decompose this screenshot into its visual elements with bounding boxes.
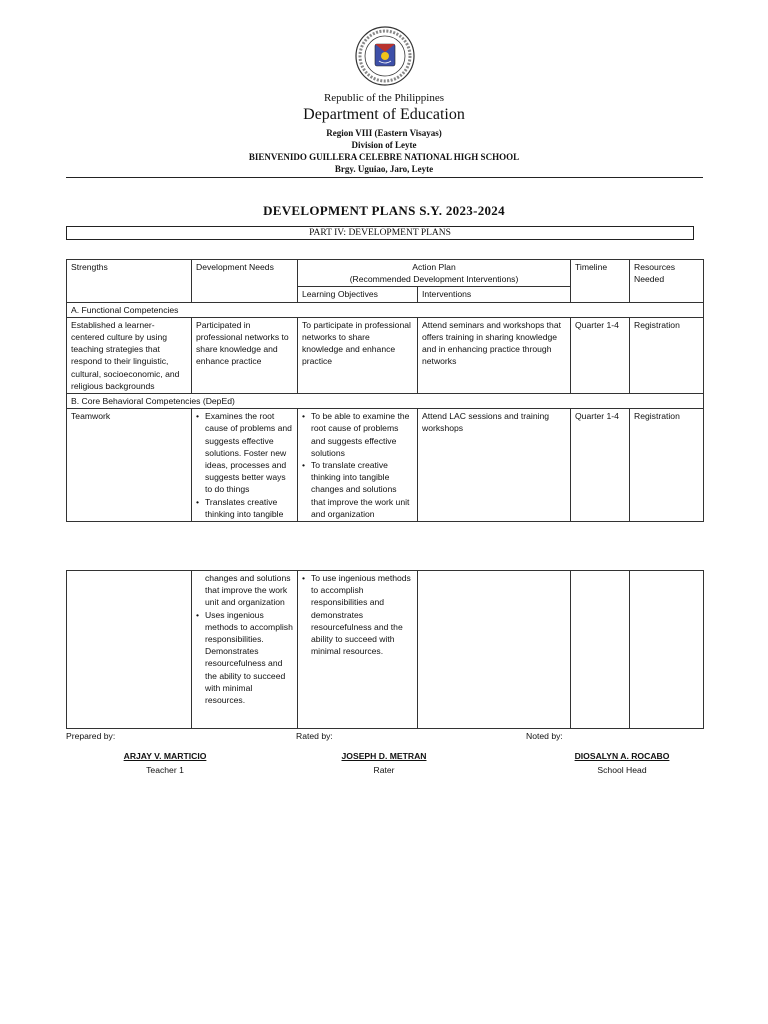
list-item: • To use ingenious methods to accomplish responsibilities and demonstrates resourcefulness and the ability to succeed with minimal resources. <box>311 572 413 657</box>
table-row <box>67 409 704 522</box>
section-functional: A. Functional Competencies <box>67 302 704 317</box>
list-item: • Uses ingenious methods to accomplish responsibilities. Demonstrates resourcefulness and the ability to succeed with minimal resources. <box>205 609 293 707</box>
continuation-table <box>66 570 704 729</box>
header-timeline: Timeline <box>571 260 630 303</box>
prepared-by-label: Prepared by: <box>66 731 116 741</box>
noted-by-name: DIOSALYN A. ROCABO <box>574 751 670 761</box>
cell-intervention: Attend LAC sessions and training workshops <box>418 409 571 522</box>
cell-timeline-empty <box>571 571 630 729</box>
part-title-box: PART IV: DEVELOPMENT PLANS <box>66 226 694 240</box>
rated-by-name: JOSEPH D. METRAN <box>341 751 427 761</box>
noted-by-role: School Head <box>597 765 647 775</box>
document-title: DEVELOPMENT PLANS S.Y. 2023-2024 <box>263 203 505 218</box>
cell-timeline: Quarter 1-4 <box>571 317 630 393</box>
region-text: Region VIII (Eastern Visayas) <box>326 128 442 138</box>
list-item: • To translate creative thinking into tangible changes and solutions that improve the work unit and organization <box>311 459 413 520</box>
cell-resources-empty <box>630 571 704 729</box>
noted-by-label: Noted by: <box>526 731 563 741</box>
table-row <box>67 317 704 393</box>
header-action-plan-label: Action Plan <box>412 262 456 272</box>
cell-need: Participated in professional networks to share knowledge and enhance practice <box>192 317 298 393</box>
cell-timeline: Quarter 1-4 <box>571 409 630 522</box>
cell-intervention: Attend seminars and workshops that offers training in sharing knowledge and in enhancing practice through networks <box>418 317 571 393</box>
cell-strength-empty <box>67 571 192 729</box>
cell-objective: To participate in professional networks to share knowledge and enhance practice <box>298 317 418 393</box>
cell-strength: Teamwork <box>67 409 192 522</box>
cell-objectives-list <box>298 571 418 729</box>
cell-needs-list <box>192 571 298 729</box>
section-row <box>67 302 704 317</box>
cell-intervention-empty <box>418 571 571 729</box>
rated-by-role: Rater <box>373 765 395 775</box>
header-divider <box>66 177 703 178</box>
header-strengths: Strengths <box>67 260 192 303</box>
division-text: Division of Leyte <box>351 140 417 150</box>
prepared-by-role: Teacher 1 <box>146 765 184 775</box>
prepared-by-name: ARJAY V. MARTICIO <box>123 751 207 761</box>
school-address: Brgy. Uguiao, Jaro, Leyte <box>334 164 434 174</box>
header-action-plan-sub: (Recommended Development Interventions) <box>349 274 519 285</box>
cell-resources: Registration <box>630 317 704 393</box>
cell-objectives-list <box>298 409 418 522</box>
deped-seal <box>352 25 418 87</box>
need-continuation: changes and solutions that improve the work unit and organization <box>205 573 291 608</box>
development-plan-table <box>66 259 704 522</box>
cell-needs-list <box>192 409 298 522</box>
cell-strength: Established a learner-centered culture by using teaching strategies that respond to their linguistic, cultural, socioeconomic, and religious backgrounds <box>67 317 192 393</box>
school-name: BIENVENIDO GUILLERA CELEBRE NATIONAL HIGH SCHOOL <box>248 152 520 162</box>
list-item: • Translates creative thinking into tangible <box>205 496 293 520</box>
list-item: • To be able to examine the root cause of problems and suggests effective solutions <box>311 410 413 459</box>
header-action-plan <box>298 260 571 287</box>
list-item: • Examines the root cause of problems and suggests effective solutions. Foster new ideas, processes and suggests better ways to do things <box>205 410 293 495</box>
header-resources: Resources Needed <box>630 260 704 303</box>
rated-by-label: Rated by: <box>296 731 333 741</box>
republic-text: Republic of the Philippines <box>323 92 445 104</box>
table-header-row <box>67 260 704 287</box>
header-development-needs: Development Needs <box>192 260 298 303</box>
cell-resources: Registration <box>630 409 704 522</box>
section-core-behavioral: B. Core Behavioral Competencies (DepEd) <box>67 394 704 409</box>
header-learning-objectives: Learning Objectives <box>298 287 418 302</box>
department-name: Department of Education <box>303 106 465 123</box>
table-row <box>67 571 704 729</box>
section-row <box>67 394 704 409</box>
header-interventions: Interventions <box>418 287 571 302</box>
